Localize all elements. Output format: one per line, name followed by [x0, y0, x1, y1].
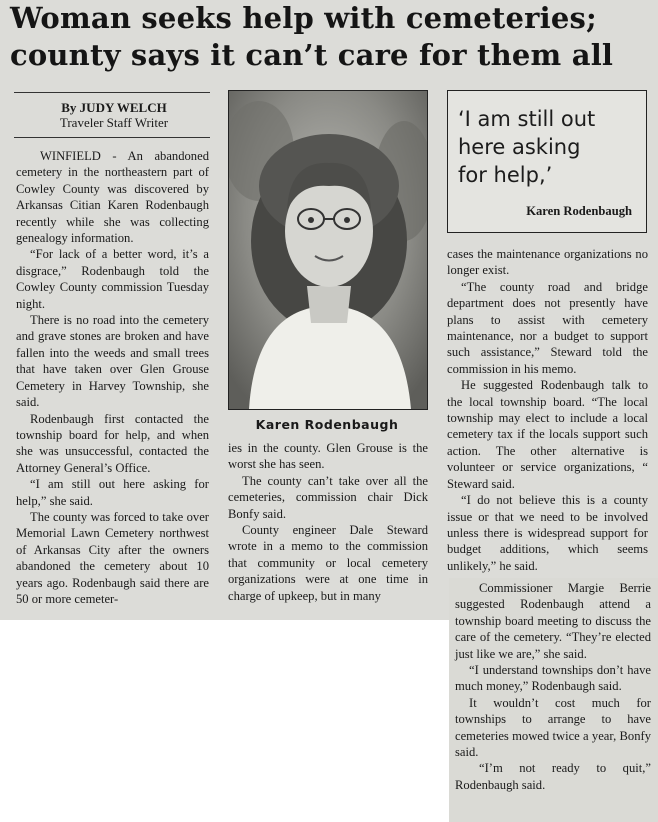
pull-quote-attribution: Karen Rodenbaugh: [526, 204, 632, 218]
byline-author: By JUDY WELCH: [61, 100, 167, 115]
paragraph: Commissioner Margie Berrie suggested Rodenbaugh attend a township board meeting to discuss the care of the cemetery. “They’re elected just like we are,” she said.: [455, 581, 651, 661]
portrait-photo: [228, 90, 428, 410]
article-column-3: [447, 246, 648, 574]
paragraph: There is no road into the cemetery and grave stones are broken and have fallen into the weeds and small trees that have taken over Glen Grouse Cemetery in Harvey Township, she said.: [16, 313, 209, 410]
article-column-4: [455, 580, 651, 793]
headline-line-2: county says it can’t care for them all: [10, 38, 614, 72]
paragraph: ies in the county. Glen Grouse is the worst she has seen.: [228, 441, 428, 472]
paragraph: The county can’t take over all the cemeteries, commission chair Dick Bonfy said.: [228, 473, 428, 521]
pull-quote-box: [447, 90, 647, 233]
headline-line-1: Woman seeks help with cemeteries;: [10, 1, 597, 35]
byline: [24, 100, 204, 130]
paragraph: Rodenbaugh first contacted the township board for help, and when she was unsuccessful, contacted the Attorney General’s Office.: [16, 411, 209, 475]
paragraph: It wouldn’t cost much for townships to arrange to have cemeteries mowed twice a year, Bonfy said.: [455, 695, 651, 760]
paragraph: “The county road and bridge department does not presently have plans to assist with cemetery maintenance, nor a budget to support such assistance,” Steward told the commission in his memo.: [447, 279, 648, 376]
paragraph: “I do not believe this is a county issue or that we need to be involved unless there is widespread support for budget additions, which seems unlikely,” he said.: [447, 493, 648, 573]
article-column-2: [228, 440, 428, 604]
photo-caption: Karen Rodenbaugh: [255, 417, 399, 432]
pull-quote-text: [458, 105, 638, 189]
paragraph: “For lack of a better word, it’s a disgrace,” Rodenbaugh told the Cowley County commission Tuesday night.: [16, 247, 209, 311]
portrait-image: [229, 91, 427, 409]
pull-quote-line: ‘I am still out: [458, 107, 596, 131]
paragraph: County engineer Dale Steward wrote in a memo to the commission that community or local cemetery organizations were at one time in charge of upkeep, but in many: [228, 523, 428, 603]
paragraph: WINFIELD - An abandoned cemetery in the northeastern part of Cowley County was discovered by Arkansas Citian Karen Rodenbaugh recently while she was collecting genealogy information.: [16, 149, 209, 246]
paragraph: “I understand townships don’t have much money,” Rodenbaugh said.: [455, 663, 651, 694]
paragraph: “I’m not ready to quit,” Rodenbaugh said.: [455, 761, 651, 792]
paragraph: The county was forced to take over Memorial Lawn Cemetery northwest of Arkansas City after the owners abandoned the cemetery about 10 years ago. Rodenbaugh said there are 50 or more cemeter-: [16, 509, 209, 606]
pull-quote-line: for help,’: [458, 163, 553, 187]
byline-bottom-rule: [14, 137, 210, 138]
byline-top-rule: [14, 92, 210, 93]
paragraph: He suggested Rodenbaugh talk to the local township board. “The local township may elect to include a local cemetery tax if the locals support such action. The other alternative is volunteer or service organizations, “ Steward said.: [447, 378, 648, 491]
paragraph: cases the maintenance organizations no longer exist.: [447, 247, 648, 278]
article-column-1: [16, 148, 209, 607]
byline-title: Traveler Staff Writer: [59, 115, 169, 130]
paragraph: “I am still out here asking for help,” she said.: [16, 477, 209, 508]
pull-quote-line: here asking: [458, 135, 581, 159]
headline: [10, 0, 650, 74]
